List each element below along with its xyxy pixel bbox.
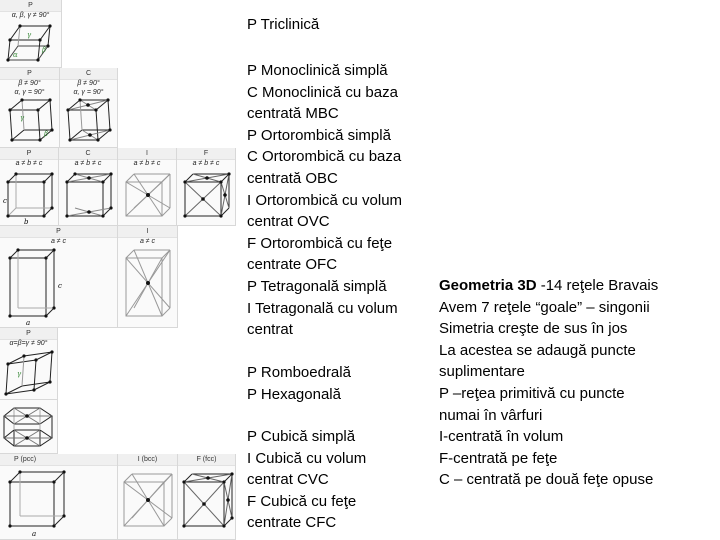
tetragonal-p-diagram <box>0 226 118 328</box>
triclinic-cell-diagram <box>0 0 62 68</box>
lattice-list-rh-hex <box>247 362 351 405</box>
cell-rhombohedral <box>0 328 58 400</box>
label-cubic-p: P Cubică simplă <box>247 428 356 445</box>
cell-tetragonal-i <box>118 226 178 328</box>
c-axis-label: c <box>3 197 7 205</box>
cubic-p-diagram <box>0 454 118 540</box>
label-cubic-i: I Cubică cu volum <box>247 449 367 467</box>
summary-line: C – centrată pe două feţe opuse <box>439 471 654 489</box>
label-orthorhombic-f: F Ortorombică cu feţe <box>247 234 393 252</box>
monoclinic-c-diagram <box>60 68 118 148</box>
rhombohedral-diagram <box>0 328 58 400</box>
b-axis-label: b <box>24 218 29 226</box>
cell-orthorhombic-f <box>177 148 236 226</box>
c-axis-label: c <box>58 282 62 290</box>
cell-label: P <box>0 68 59 80</box>
label-tetragonal-p: P Tetragonală simplă <box>247 277 387 295</box>
orthorhombic-f-diagram <box>177 148 236 226</box>
label-monoclinic-c: C Monoclinică cu baza <box>247 83 398 101</box>
cell-condition: β ≠ 90° <box>18 80 41 87</box>
summary-line: suplimentare <box>439 363 525 381</box>
label-cubic-i-cont: centrat CVC <box>247 471 329 489</box>
cell-cubic-i <box>118 454 178 540</box>
summary-line: P –reţea primitivă cu puncte <box>439 384 625 402</box>
cell-label: I <box>118 226 177 238</box>
cell-label: C <box>59 148 117 160</box>
orthorhombic-p-diagram <box>0 148 59 226</box>
label-orthorhombic-f-cont: centrate OFC <box>247 256 338 274</box>
cubic-f-diagram <box>178 454 236 540</box>
a-axis-label: a <box>26 319 31 327</box>
label-orthorhombic-c: C Ortorombică cu baza <box>247 148 402 166</box>
label-orthorhombic-c-cont: centrată OBC <box>247 169 338 187</box>
label-triclinic-group <box>247 14 319 36</box>
orthorhombic-c-diagram <box>59 148 118 226</box>
summary-title-rest: -14 reţele Bravais <box>536 277 659 294</box>
summary-line: I-centrată în volum <box>439 428 564 446</box>
cell-condition: a ≠ c <box>50 238 67 245</box>
cell-condition: α=β=γ ≠ 90° <box>9 340 48 347</box>
tetragonal-i-diagram <box>118 226 178 328</box>
cell-monoclinic-p <box>0 68 60 148</box>
cell-tetragonal-p <box>0 226 118 328</box>
hexagonal-diagram <box>0 400 58 454</box>
label-orthorhombic-i-cont: centrat OVC <box>247 213 330 231</box>
label-cubic-f-cont: centrate CFC <box>247 514 337 532</box>
cell-condition: a ≠ c <box>139 238 156 245</box>
label-orthorhombic-i: I Ortorombică cu volum <box>247 191 403 209</box>
label-tetragonal-i-cont: centrat <box>247 321 293 339</box>
cell-label: I <box>118 148 176 160</box>
label-monoclinic-p: P Monoclinică simplă <box>247 62 388 79</box>
label-tetragonal-i: I Tetragonală cu volum <box>247 299 398 317</box>
beta-label: β <box>42 46 47 54</box>
gamma-label: γ <box>20 114 25 122</box>
beta-label: β <box>44 130 49 138</box>
summary-line: F-centrată pe feţe <box>439 449 558 467</box>
summary-line: La acestea se adaugă puncte <box>439 341 636 359</box>
cell-label: C <box>60 68 117 80</box>
lattice-list <box>247 60 402 341</box>
cell-label: I (bcc) <box>118 454 177 466</box>
cell-cubic-p <box>0 454 118 540</box>
summary-line: Simetria creşte de sus în jos <box>439 320 628 338</box>
cubic-i-diagram <box>118 454 178 540</box>
cell-label: P <box>0 328 57 340</box>
summary-title <box>439 275 658 297</box>
cell-condition: a ≠ b ≠ c <box>192 160 220 167</box>
summary-title-bold: Geometria 3D <box>439 277 537 294</box>
cell-orthorhombic-i <box>118 148 177 226</box>
orthorhombic-i-diagram <box>118 148 177 226</box>
cell-monoclinic-c <box>60 68 118 148</box>
cell-label: P <box>0 148 58 160</box>
label-monoclinic-c-cont: centrată MBC <box>247 105 339 123</box>
cell-condition-2: α, γ = 90° <box>14 89 45 96</box>
cell-condition: β ≠ 90° <box>77 80 100 87</box>
cell-hexagonal <box>0 400 58 454</box>
label-orthorhombic-p: P Ortorombică simplă <box>247 126 391 144</box>
summary-line: numai în vârfuri <box>439 406 543 424</box>
cell-condition-2: α, γ = 90° <box>73 89 104 96</box>
a-axis-label: a <box>32 530 37 538</box>
cell-condition: a ≠ b ≠ c <box>15 160 43 167</box>
gamma-label: γ <box>27 31 32 39</box>
cell-condition: α, β, γ ≠ 90° <box>11 12 50 19</box>
cell-condition: a ≠ b ≠ c <box>133 160 161 167</box>
cell-label: F (fcc) <box>178 454 235 466</box>
cell-orthorhombic-c <box>59 148 118 226</box>
cell-label: P <box>0 226 117 238</box>
monoclinic-p-diagram <box>0 68 60 148</box>
gamma-label: γ <box>17 370 22 378</box>
cell-label: P (pcc) <box>0 454 117 466</box>
summary-line: Avem 7 reţele “goale” – singonii <box>439 298 650 316</box>
cell-label: P <box>0 0 61 12</box>
summary-block <box>439 275 658 491</box>
label-cubic-f: F Cubică cu feţe <box>247 492 357 510</box>
cell-label: F <box>177 148 235 160</box>
cell-cubic-f <box>178 454 236 540</box>
label-rhombohedral: P Romboedrală <box>247 364 351 381</box>
alpha-label: α <box>13 51 18 59</box>
lattice-list-cubic <box>247 426 366 534</box>
cell-orthorhombic-p <box>0 148 59 226</box>
label-hexagonal: P Hexagonală <box>247 385 341 403</box>
cell-condition: a ≠ b ≠ c <box>74 160 102 167</box>
bravais-lattice-panel <box>0 0 240 540</box>
cell-triclinic-p <box>0 0 62 68</box>
label-triclinic: P Triclinică <box>247 16 320 33</box>
